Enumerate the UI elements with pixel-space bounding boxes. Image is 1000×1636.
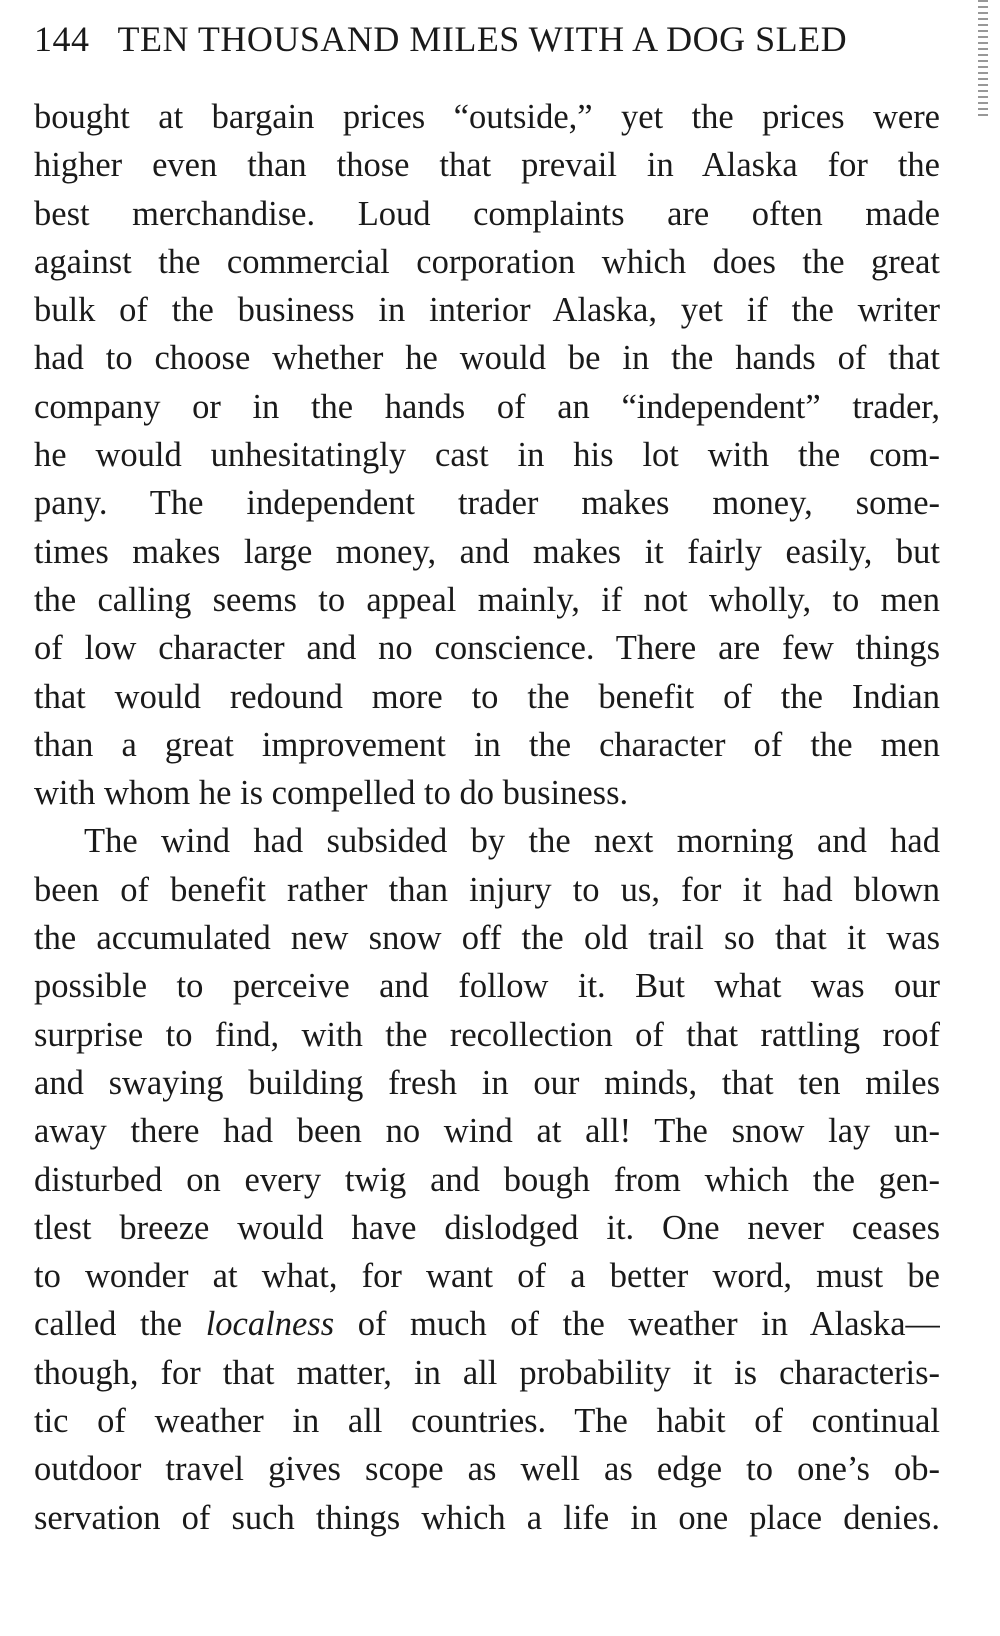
text-segment: called the [34, 1305, 206, 1344]
text-line: he would unhesitatingly cast in his lot with the com- [34, 436, 940, 475]
text-line: surprise to find, with the recollection of that rattling roof [34, 1015, 940, 1054]
text-line: than a great improvement in the character of the men [34, 725, 940, 764]
text-line: company or in the hands of an “independent” trader, [34, 387, 940, 426]
text-line: The wind had subsided by the next morning and had [84, 822, 940, 861]
text-line: though, for that matter, in all probability it is characteris- [34, 1353, 940, 1392]
text-line: of low character and no conscience. There are few things [34, 629, 940, 668]
text-line: outdoor travel gives scope as well as edge to one’s ob- [34, 1450, 940, 1489]
text-line: that would redound more to the benefit of the Indian [34, 677, 940, 716]
text-line: bulk of the business in interior Alaska, yet if the writer [34, 291, 940, 330]
text-line: pany. The independent trader makes money, some- [34, 484, 940, 523]
text-line: and swaying building fresh in our minds, that ten miles [34, 1063, 940, 1102]
text-line: had to choose whether he would be in the hands of that [34, 339, 940, 378]
text-line: with whom he is compelled to do business. [34, 774, 629, 813]
text-line: disturbed on every twig and bough from which the gen- [34, 1160, 940, 1199]
text-line-with-italic [34, 1300, 940, 1348]
text-line: been of benefit rather than injury to us, for it had blown [34, 870, 940, 909]
text-segment: of much of the weather in Alaska— [334, 1305, 940, 1344]
text-line: tic of weather in all countries. The habit of continual [34, 1402, 940, 1441]
text-line: higher even than those that prevail in Alaska for the [34, 146, 940, 185]
text-line: servation of such things which a life in one place denies. [34, 1498, 940, 1537]
paragraph-2 [34, 817, 940, 1541]
text-line: bought at bargain prices “outside,” yet the prices were [34, 98, 940, 136]
text-line: the accumulated new snow off the old trail so that it was [34, 919, 940, 958]
body-text [34, 93, 940, 1542]
text-line: best merchandise. Loud complaints are often made [34, 194, 940, 233]
text-line: the calling seems to appeal mainly, if not wholly, to men [34, 580, 940, 619]
page-number: 144 [34, 19, 90, 59]
italic-word: localness [205, 1305, 335, 1344]
page-header [34, 18, 940, 62]
text-line: to wonder at what, for want of a better word, must be [34, 1257, 940, 1296]
text-line: times makes large money, and makes it fairly easily, but [34, 532, 940, 571]
paragraph-1 [34, 93, 940, 817]
running-title: TEN THOUSAND MILES WITH A DOG SLED [117, 19, 848, 59]
scan-edge-mark [978, 0, 988, 120]
text-line: tlest breeze would have dislodged it. One never ceases [34, 1208, 940, 1247]
text-line: possible to perceive and follow it. But what was our [34, 967, 940, 1006]
text-line: against the commercial corporation which does the great [34, 242, 940, 281]
text-line: away there had been no wind at all! The snow lay un- [34, 1112, 940, 1151]
